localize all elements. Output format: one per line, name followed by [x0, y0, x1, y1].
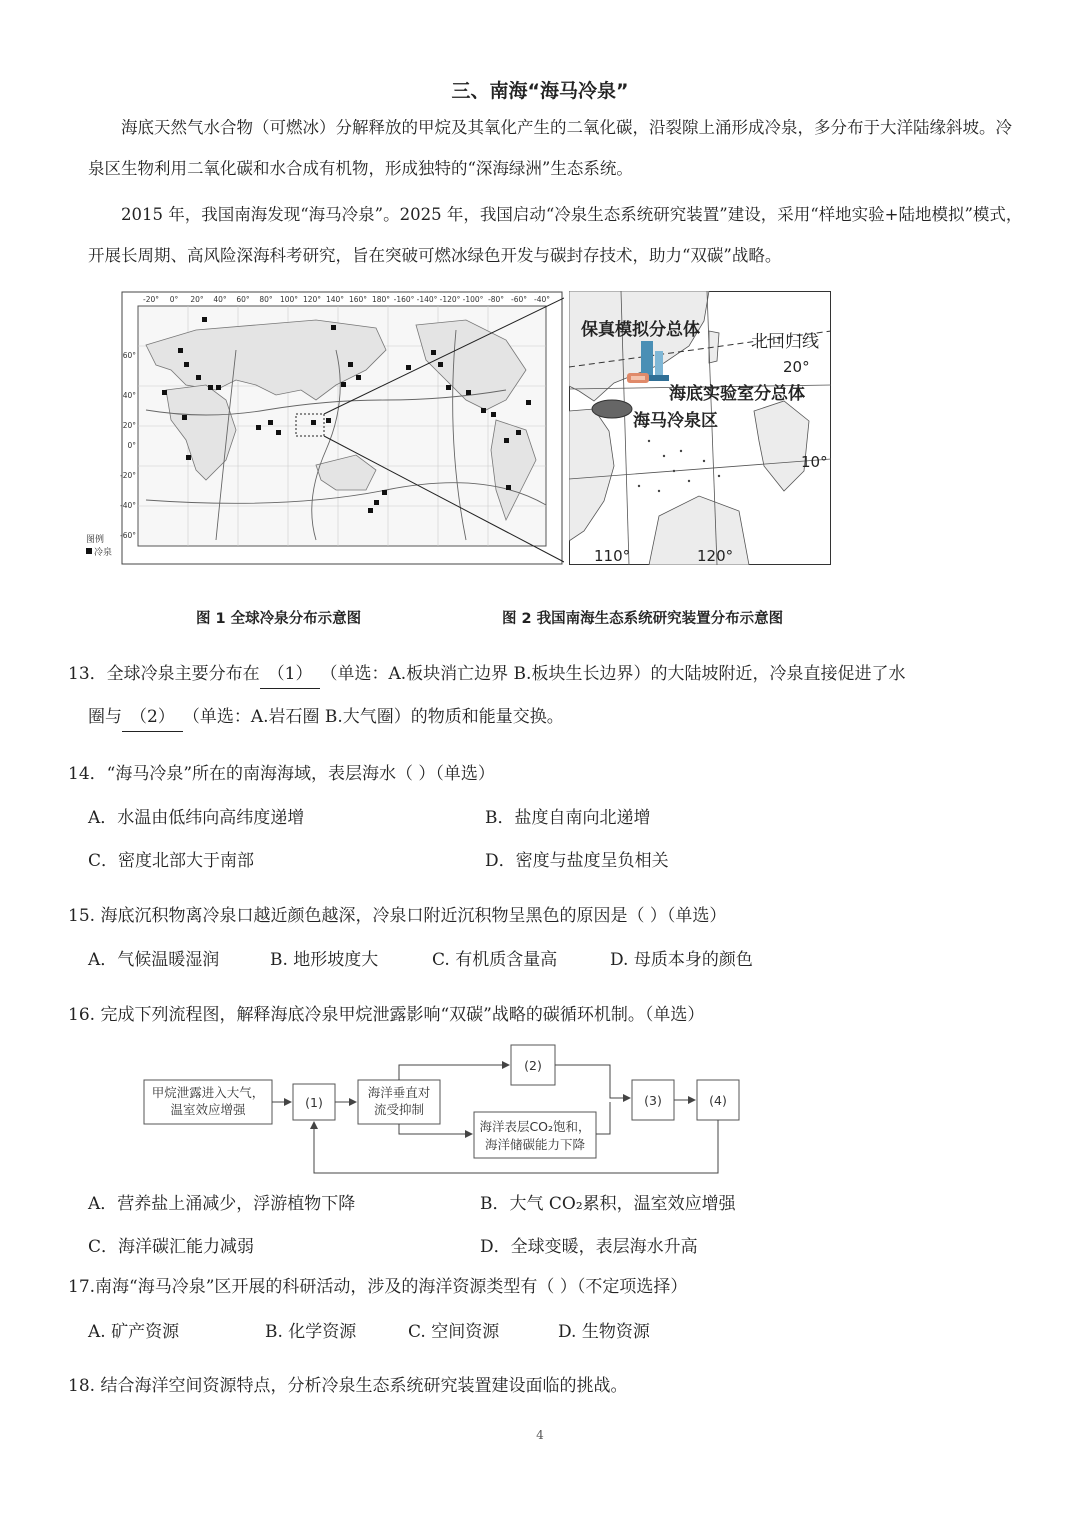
- question-16-stem: 16. 完成下列流程图，解释海底冷泉甲烷泄露影响“双碳”战略的碳循环机制。（单选）: [68, 1005, 705, 1025]
- top-tick: 160°: [348, 295, 368, 304]
- top-tick: -140°: [416, 295, 438, 304]
- label-seafloor-lab: 海底实验室分总体: [669, 384, 805, 404]
- svg-text:海洋储碳能力下降: 海洋储碳能力下降: [484, 1137, 586, 1152]
- legend-title: 图例: [86, 535, 105, 545]
- svg-text:(1): (1): [305, 1095, 323, 1110]
- q17-option-a[interactable]: A. 矿产资源: [88, 1322, 180, 1342]
- question-17-stem: 17.南海“海马冷泉”区开展的科研活动，涉及的海洋资源类型有（ ）（不定项选择）: [68, 1277, 688, 1297]
- question-13-line-1: 13．全球冷泉主要分布在 （1） （单选：A.板块消亡边界 B.板块生长边界）的大陆坡附近，冷泉直接促进了水: [68, 660, 905, 689]
- svg-text:(3): (3): [644, 1093, 662, 1108]
- label-lat-10: 10°: [801, 453, 828, 471]
- q15-option-d[interactable]: D. 母质本身的颜色: [610, 950, 753, 970]
- q14-option-b[interactable]: B．盐度自南向北递增: [485, 808, 651, 828]
- left-tick: 40°: [122, 391, 136, 400]
- top-tick: -100°: [462, 295, 484, 304]
- q14-option-a[interactable]: A．水温由低纬向高纬度递增: [88, 808, 305, 828]
- top-tick: -40°: [534, 295, 550, 304]
- q13-blank-1[interactable]: （1）: [260, 660, 321, 689]
- top-tick: 100°: [279, 295, 299, 304]
- q14-option-c[interactable]: C．密度北部大于南部: [88, 851, 255, 871]
- q16-option-b[interactable]: B．大气 CO₂累积，温室效应增强: [480, 1194, 736, 1214]
- left-tick: -20°: [120, 471, 136, 480]
- label-lon-120: 120°: [697, 547, 734, 565]
- svg-text:海洋垂直对: 海洋垂直对: [367, 1085, 431, 1100]
- section-title: 三、南海“海马冷泉”: [451, 80, 629, 102]
- svg-text:海洋表层CO₂饱和，: 海洋表层CO₂饱和，: [479, 1119, 591, 1134]
- q16-option-a[interactable]: A．营养盐上涌减少，浮游植物下降: [88, 1194, 356, 1214]
- left-tick: 20°: [122, 421, 136, 430]
- top-tick: 0°: [169, 295, 179, 304]
- legend-seep-icon: [86, 548, 92, 554]
- top-tick: 140°: [325, 295, 345, 304]
- left-tick: 0°: [127, 441, 136, 450]
- q15-option-a[interactable]: A．气候温暖湿润: [88, 950, 220, 970]
- intro-paragraph-1: 海底天然气水合物（可燃冰）分解释放的甲烷及其氧化产生的二氧化碳，沿裂隙上涌形成冷泉，多分布于大洋陆缘斜坡。冷泉区生物利用二氧化碳和水合成有机物，形成独特的“深海绿洲”生态系统。: [88, 118, 1012, 178]
- question-15-stem: 15. 海底沉积物离冷泉口越近颜色越深，冷泉口附近沉积物呈黑色的原因是（ ）（单选）: [68, 906, 727, 926]
- question-14-stem: 14．“海马冷泉”所在的南海海域，表层海水（ ）（单选）: [68, 764, 495, 784]
- top-tick: 40°: [213, 295, 227, 304]
- q15-option-b[interactable]: B. 地形坡度大: [270, 950, 379, 970]
- q13-blank-2[interactable]: （2）: [122, 703, 183, 732]
- top-tick: 80°: [259, 295, 273, 304]
- left-tick: -60°: [120, 531, 136, 540]
- figure-2-south-china-sea-map: [569, 291, 831, 565]
- q16-option-d[interactable]: D．全球变暖，表层海水升高: [480, 1237, 698, 1257]
- question-18-stem: 18. 结合海洋空间资源特点，分析冷泉生态系统研究装置建设面临的挑战。: [68, 1376, 628, 1396]
- svg-text:(2): (2): [524, 1058, 542, 1073]
- seep-area-marker: [592, 400, 632, 418]
- label-tropic: 北回归线: [751, 332, 819, 352]
- q14-option-d[interactable]: D．密度与盐度呈负相关: [485, 851, 669, 871]
- legend-item: 冷泉: [94, 548, 113, 558]
- top-tick: 120°: [302, 295, 322, 304]
- seafloor-lab-icon: [627, 373, 649, 383]
- q16-flowchart: [140, 1040, 750, 1180]
- top-tick: -80°: [488, 295, 504, 304]
- intro-paragraph-2: 2015 年，我国南海发现“海马冷泉”。2025 年，我国启动“冷泉生态系统研究装置”建设，采用“样地实验+陆地模拟”模式，开展长周期、高风险深海科考研究，旨在突破可燃冰绿色开发与碳封存技术，助力“双碳”战略。: [88, 205, 1023, 265]
- svg-text:(4): (4): [709, 1093, 727, 1108]
- top-tick: 180°: [371, 295, 391, 304]
- top-tick: 20°: [190, 295, 204, 304]
- question-13-line-2: 圈与 （2） （单选：A.岩石圈 B.大气圈）的物质和能量交换。: [88, 703, 564, 732]
- q17-option-d[interactable]: D. 生物资源: [558, 1322, 650, 1342]
- top-tick: -160°: [393, 295, 415, 304]
- figure-2-caption: 图 2 我国南海生态系统研究装置分布示意图: [502, 611, 784, 627]
- svg-text:甲烷泄露进入大气，: 甲烷泄露进入大气，: [151, 1085, 265, 1100]
- q17-option-c[interactable]: C. 空间资源: [408, 1322, 500, 1342]
- top-tick: -120°: [439, 295, 461, 304]
- figure-1-world-map: [86, 290, 564, 566]
- label-seep-area: 海马冷泉区: [633, 411, 718, 431]
- figure-1-caption: 图 1 全球冷泉分布示意图: [196, 611, 362, 627]
- label-simulation: 保真模拟分总体: [581, 320, 700, 340]
- svg-text:流受抑制: 流受抑制: [373, 1102, 425, 1117]
- page-number: 4: [536, 1428, 544, 1442]
- q15-option-c[interactable]: C. 有机质含量高: [432, 950, 558, 970]
- svg-text:温室效应增强: 温室效应增强: [170, 1102, 246, 1117]
- top-tick: 60°: [236, 295, 250, 304]
- left-tick: -40°: [120, 501, 136, 510]
- q16-option-c[interactable]: C．海洋碳汇能力减弱: [88, 1237, 255, 1257]
- top-tick: -60°: [511, 295, 527, 304]
- label-lon-110: 110°: [594, 547, 631, 565]
- label-lat-20: 20°: [783, 358, 810, 376]
- top-tick: -20°: [143, 295, 159, 304]
- left-tick: 60°: [122, 351, 136, 360]
- q17-option-b[interactable]: B. 化学资源: [265, 1322, 357, 1342]
